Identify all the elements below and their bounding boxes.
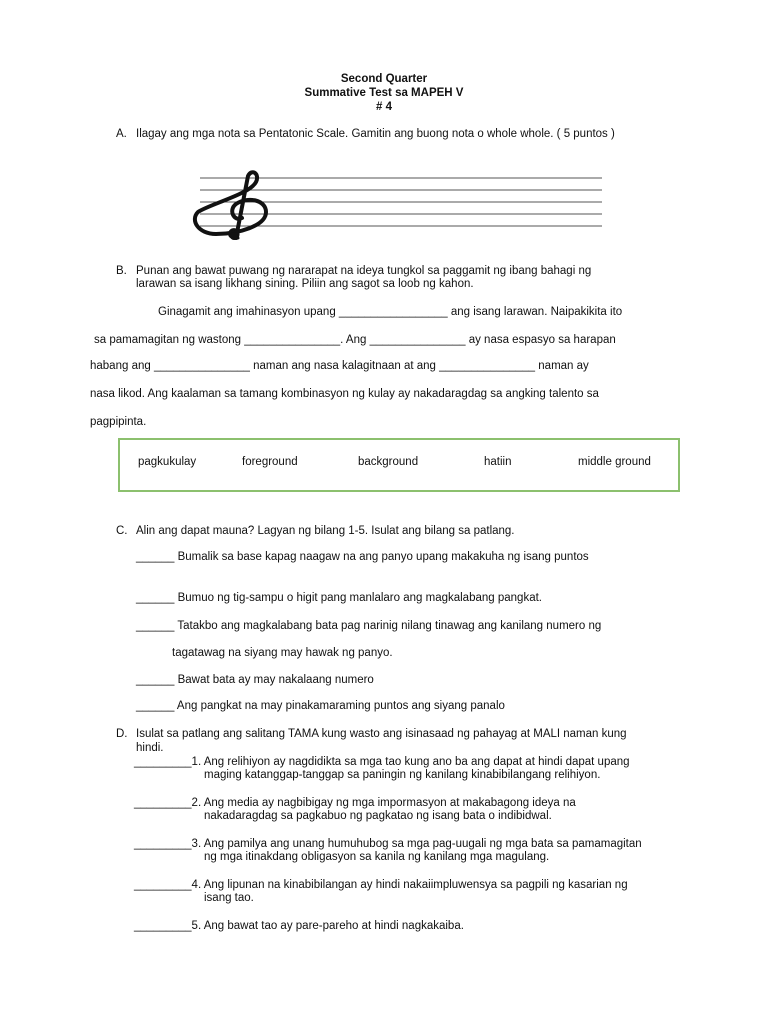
section-d-instruction-2: hindi. <box>136 742 164 754</box>
section-c-instruction: Alin ang dapat mauna? Lagyan ng bilang 1-5. Isulat ang bilang sa patlang. <box>136 525 515 537</box>
section-b-letter: B. <box>116 265 127 277</box>
section-d-item-4: _________4. Ang lipunan na kinabibilangan ay hindi nakaiimpluwensya sa pagpili ng kasarian ng <box>134 879 628 891</box>
section-d-item-1: _________1. Ang relihiyon ay nagdidikta sa mga tao kung ano ba ang dapat at hindi dapat upang <box>134 756 630 768</box>
section-d-item-2-continued: nakadaragdag sa pagkabuo ng pagkatao ng isang bata o indibidwal. <box>204 810 552 822</box>
section-b-paragraph-line-5: pagpipinta. <box>90 416 147 428</box>
section-b-paragraph-line-1: Ginagamit ang imahinasyon upang _________________ ang isang larawan. Naipakikita ito <box>158 306 623 318</box>
section-c-item-5: ______ Ang pangkat na may pinakamaraming puntos ang siyang panalo <box>136 700 505 712</box>
section-b-paragraph-line-2: sa pamamagitan ng wastong _______________. Ang _______________ ay nasa espasyo sa harapan <box>94 334 616 346</box>
word-option-4: hatiin <box>484 456 512 468</box>
section-c-item-1: ______ Bumalik sa base kapag naagaw na ang panyo upang makakuha ng isang puntos <box>136 551 589 563</box>
section-c-item-3-continued: tagatawag na siyang may hawak ng panyo. <box>172 647 393 659</box>
staff-svg <box>186 168 616 242</box>
section-d-item-5: _________5. Ang bawat tao ay pare-pareho at hindi nagkakaiba. <box>134 920 464 932</box>
word-choice-box <box>118 438 680 492</box>
section-a-text: Ilagay ang mga nota sa Pentatonic Scale. Gamitin ang buong nota o whole whole. ( 5 puntos ) <box>136 128 615 140</box>
header-line-1: Second Quarter <box>340 73 428 85</box>
section-d-item-4-continued: isang tao. <box>204 892 254 904</box>
header-line-2: Summative Test sa MAPEH V <box>304 87 464 99</box>
music-staff <box>186 168 616 242</box>
section-d-instruction-1: Isulat sa patlang ang salitang TAMA kung wasto ang isinasaad ng pahayag at MALI naman kung <box>136 728 627 740</box>
word-option-1: pagkukulay <box>138 456 197 468</box>
section-d-item-3-continued: ng mga itinakdang obligasyon sa kanila ng kanilang mga magulang. <box>204 851 550 863</box>
section-d-item-3: _________3. Ang pamilya ang unang humuhubog sa mga pag-uugali ng mga bata sa pamamagitan <box>134 838 642 850</box>
section-a-letter: A. <box>116 128 127 140</box>
section-b-paragraph-line-3: habang ang _______________ naman ang nasa kalagitnaan at ang _______________ naman ay <box>90 360 589 372</box>
section-b-instruction-2: larawan sa isang likhang sining. Piliin ang sagot sa loob ng kahon. <box>136 278 474 290</box>
section-d-item-1-continued: maging katanggap-tanggap sa paningin ng kanilang kinabibilangang relihiyon. <box>204 769 601 781</box>
section-d-letter: D. <box>116 728 128 740</box>
word-option-5: middle ground <box>578 456 651 468</box>
section-c-letter: C. <box>116 525 128 537</box>
treble-clef-icon <box>195 172 266 240</box>
section-b-paragraph-line-4: nasa likod. Ang kaalaman sa tamang kombinasyon ng kulay ay nakadaragdag sa angking talento sa <box>90 388 599 400</box>
section-c-item-4: ______ Bawat bata ay may nakalaang numero <box>136 674 374 686</box>
header-line-3: # 4 <box>376 101 392 113</box>
section-b-instruction-1: Punan ang bawat puwang ng nararapat na ideya tungkol sa paggamit ng ibang bahagi ng <box>136 265 592 277</box>
section-c-item-3: ______ Tatakbo ang magkalabang bata pag narinig nilang tinawag ang kanilang numero ng <box>136 620 602 632</box>
word-option-3: background <box>358 456 419 468</box>
section-c-item-2: ______ Bumuo ng tig-sampu o higit pang manlalaro ang magkalabang pangkat. <box>136 592 542 604</box>
section-d-item-2: _________2. Ang media ay nagbibigay ng mga impormasyon at makabagong ideya na <box>134 797 576 809</box>
word-option-2: foreground <box>242 456 298 468</box>
